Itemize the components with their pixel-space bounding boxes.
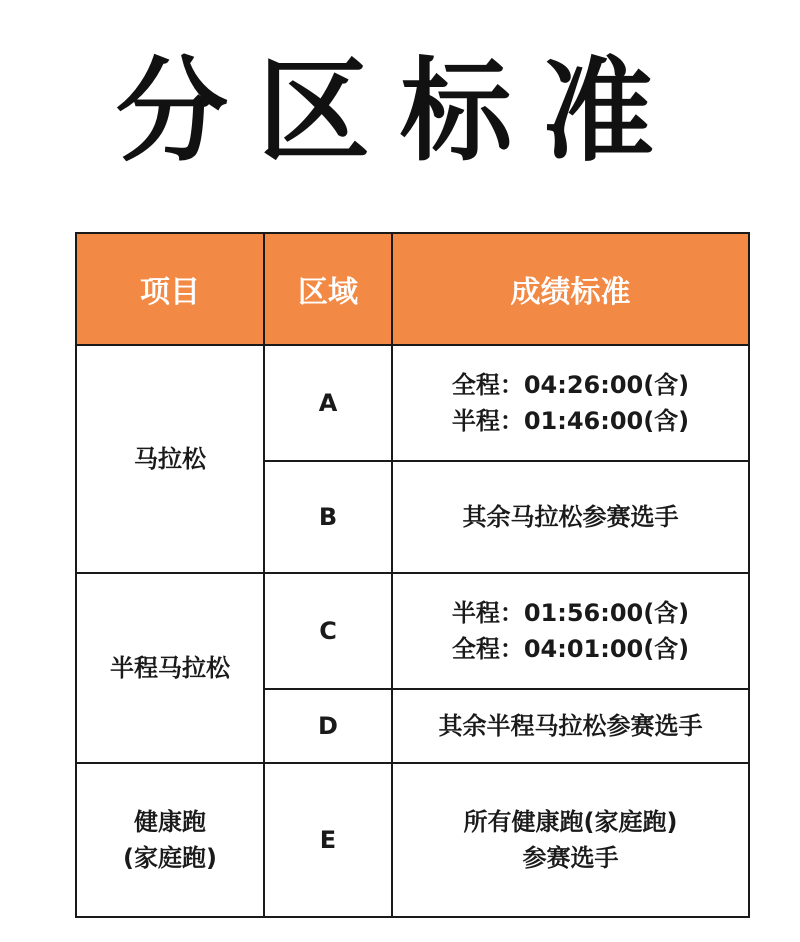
- event-line: (家庭跑): [123, 844, 217, 872]
- standard-cell-a: [392, 345, 749, 461]
- page-title: 分区标准: [116, 47, 684, 177]
- table-row: [76, 763, 749, 917]
- standard-cell-d: 其余半程马拉松参赛选手: [392, 689, 749, 763]
- event-cell-marathon: 马拉松: [76, 345, 264, 573]
- zone-cell-b: B: [264, 461, 392, 573]
- standard-cell-b: 其余马拉松参赛选手: [392, 461, 749, 573]
- event-cell-half-marathon: 半程马拉松: [76, 573, 264, 763]
- standard-line: 所有健康跑(家庭跑): [463, 808, 678, 836]
- table-header-row: [76, 233, 749, 345]
- event-line: 健康跑: [134, 808, 206, 836]
- zone-standards-table: [75, 232, 750, 918]
- zone-cell-a: A: [264, 345, 392, 461]
- standard-line: 半程：01:56:00(含): [451, 599, 690, 627]
- standard-cell-e: [392, 763, 749, 917]
- zone-cell-e: E: [264, 763, 392, 917]
- zone-cell-c: C: [264, 573, 392, 689]
- standard-cell-c: [392, 573, 749, 689]
- table-row: [76, 573, 749, 689]
- header-event: 项目: [76, 233, 264, 345]
- event-cell-health-run: [76, 763, 264, 917]
- header-zone: 区域: [264, 233, 392, 345]
- zone-cell-d: D: [264, 689, 392, 763]
- table-row: [76, 345, 749, 461]
- standard-line: 全程：04:01:00(含): [451, 635, 690, 663]
- header-standard: 成绩标准: [392, 233, 749, 345]
- standard-line: 全程：04:26:00(含): [451, 371, 690, 399]
- standard-line: 半程：01:46:00(含): [451, 407, 690, 435]
- standard-line: 参赛选手: [522, 844, 619, 872]
